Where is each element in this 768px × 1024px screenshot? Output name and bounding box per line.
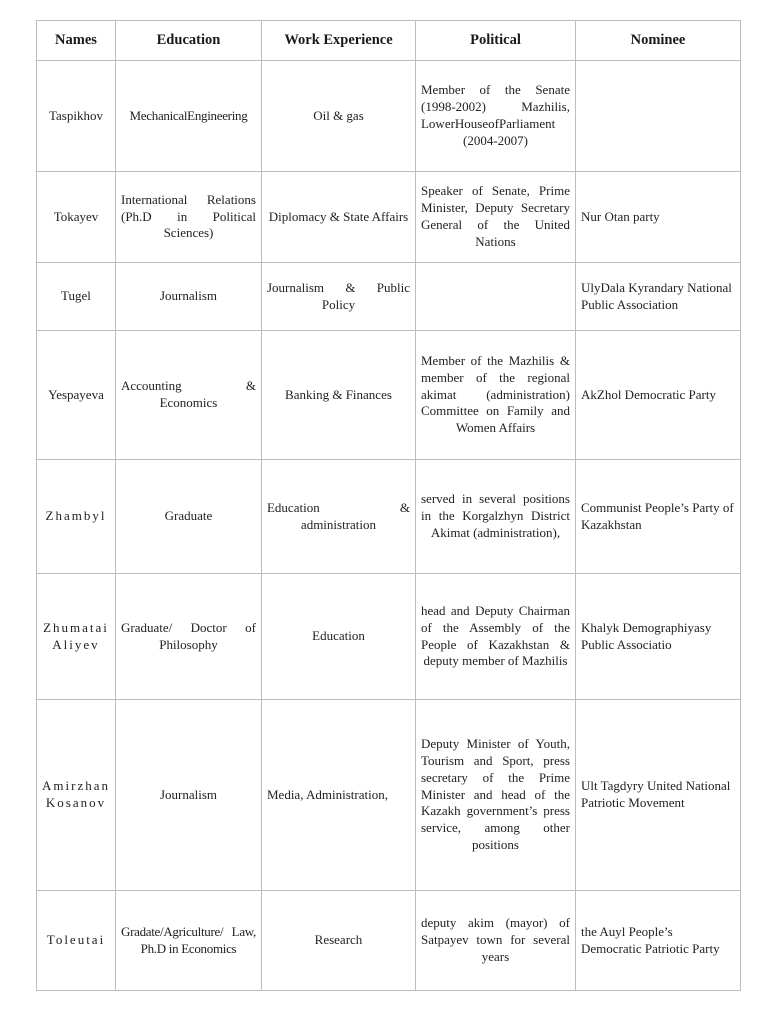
cell-political: head and Deputy Chairman of the Assembly of the People of Kazakhstan & deputy member of Mazhilis [415, 574, 575, 700]
cell-name: Yespayeva [37, 331, 116, 460]
cell-nominee: AkZhol Democratic Party [575, 331, 740, 460]
cell-education: Graduate/ Doctor of Philosophy [115, 574, 261, 700]
cell-political [415, 263, 575, 331]
cell-political: Speaker of Senate, Prime Minister, Deputy Secretary General of the United Nations [415, 172, 575, 263]
table-row [37, 700, 741, 891]
cell-work: Research [261, 891, 415, 991]
cell-education: Graduate [115, 460, 261, 574]
cell-education: International Relations (Ph.D in Political Sciences) [115, 172, 261, 263]
cell-work: Journalism & Public Policy [261, 263, 415, 331]
cell-political: Member of the Mazhilis & member of the regional akimat (administration) Committee on Family and Women Affairs [415, 331, 575, 460]
header-political: Political [415, 21, 575, 61]
cell-work: Education & administration [261, 460, 415, 574]
cell-name: Tokayev [37, 172, 116, 263]
header-nominee: Nominee [575, 21, 740, 61]
cell-nominee: Communist People’s Party of Kazakhstan [575, 460, 740, 574]
header-education: Education [115, 21, 261, 61]
cell-education: Accounting & Economics [115, 331, 261, 460]
cell-nominee: Nur Otan party [575, 172, 740, 263]
cell-work: Oil & gas [261, 61, 415, 172]
header-names: Names [37, 21, 116, 61]
cell-work: Media, Administration, [261, 700, 415, 891]
cell-education: Gradate/Agriculture/ Law, Ph.D in Economics [115, 891, 261, 991]
cell-political: Deputy Minister of Youth, Tourism and Sport, press secretary of the Prime Minister and head of the Kazakh government’s press service, among other positions [415, 700, 575, 891]
cell-nominee: Khalyk Demographiyasy Public Associatio [575, 574, 740, 700]
cell-political: served in several positions in the Korgalzhyn District Akimat (administration), [415, 460, 575, 574]
table-row [37, 891, 741, 991]
header-row [37, 21, 741, 61]
cell-education: Journalism [115, 700, 261, 891]
cell-name: Toleutai [37, 891, 116, 991]
table-row [37, 172, 741, 263]
header-work-experience: Work Experience [261, 21, 415, 61]
candidates-table [36, 20, 741, 991]
cell-name: Zhambyl [37, 460, 116, 574]
cell-name: Zhumatai Aliyev [37, 574, 116, 700]
table-row [37, 61, 741, 172]
cell-nominee: UlyDala Kyrandary National Public Association [575, 263, 740, 331]
cell-work: Education [261, 574, 415, 700]
table-row [37, 263, 741, 331]
cell-name: Amirzhan Kosanov [37, 700, 116, 891]
cell-name: Taspikhov [37, 61, 116, 172]
cell-work: Diplomacy & State Affairs [261, 172, 415, 263]
cell-political: Member of the Senate (1998-2002) Mazhilis, LowerHouseofParliament (2004-2007) [415, 61, 575, 172]
table-row [37, 574, 741, 700]
cell-name: Tugel [37, 263, 116, 331]
cell-nominee [575, 61, 740, 172]
cell-nominee: the Auyl People’s Democratic Patriotic Party [575, 891, 740, 991]
table-row [37, 331, 741, 460]
cell-education: Journalism [115, 263, 261, 331]
cell-political: deputy akim (mayor) of Satpayev town for several years [415, 891, 575, 991]
cell-nominee: Ult Tagdyry United National Patriotic Movement [575, 700, 740, 891]
table-row [37, 460, 741, 574]
cell-education: MechanicalEngineering [115, 61, 261, 172]
cell-work: Banking & Finances [261, 331, 415, 460]
